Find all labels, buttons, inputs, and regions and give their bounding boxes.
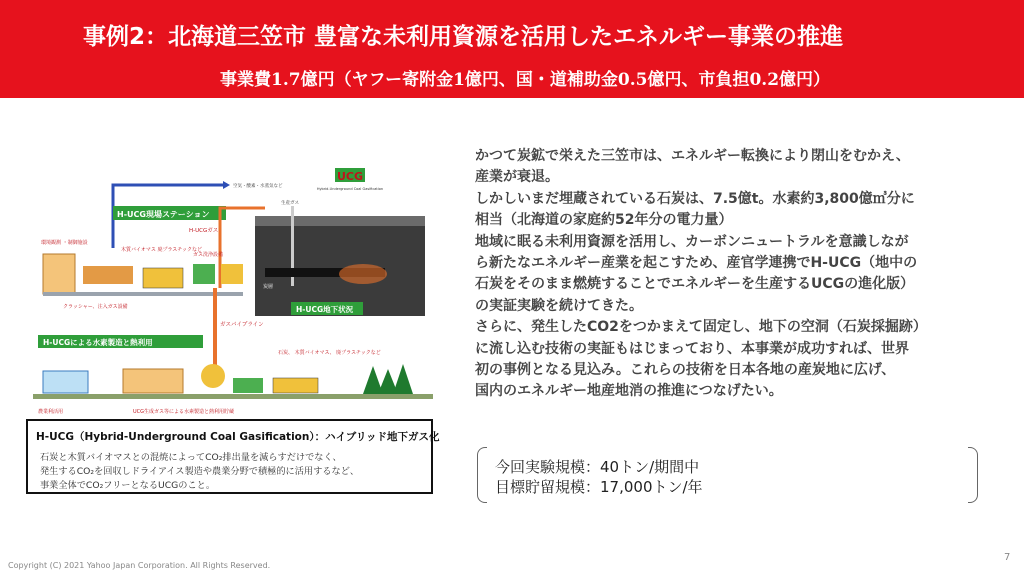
body-line: の実証実験を続けてきた。: [475, 297, 643, 314]
page-number: 7: [1004, 552, 1011, 563]
definition-title: H-UCG（Hybrid-Underground Coal Gasification）：ハイブリッド地下ガス化: [36, 431, 440, 443]
body-line: 石炭をそのまま燃焼することでエネルギーを生産するUCGの進化版）: [475, 276, 915, 293]
hucg-diagram: [33, 156, 433, 421]
right-bracket: [968, 447, 978, 503]
scale-current: 今回実験規模：40トン/期間中: [495, 458, 700, 476]
truck: [143, 268, 183, 288]
ucg-logo: [317, 168, 383, 191]
gas-clean-label: ガス洗浄設備: [193, 252, 224, 258]
hydrogen-tank: [201, 364, 225, 388]
header-banner: [0, 0, 1024, 98]
body-text: [475, 146, 985, 403]
body-line: 相当（北海道の家庭約52年分の電力量）: [475, 212, 733, 229]
hydrogen-label: H-UCGによる水素製造と熱利用: [43, 338, 153, 347]
page-title: 事例2：北海道三笠市 豊富な未利用資源を活用したエネルギー事業の推進: [83, 24, 844, 50]
body-line: しかしいまだ埋蔵されている石炭は、7.5億t。水素約3,800億㎥分に: [475, 190, 915, 207]
logo-subtext: Hybrid-Underground Coal Gasification: [316, 187, 384, 191]
hucg-gas-label: H-UCGガス: [189, 228, 219, 234]
body-line: 初の事例となる見込み。これらの技術を日本各地の産炭地に広げ、: [475, 362, 896, 379]
page-subtitle: 事業費1.7億円（ヤフー寄附金1億円、国・道補助金0.5億円、市負担0.2億円）: [220, 70, 831, 90]
definition-line: 事業全体でCO₂フリーとなるUCGのこと。: [40, 480, 216, 491]
agri-label: 農業利活用: [38, 409, 64, 415]
station-label: H-UCG現場ステーション: [117, 210, 210, 219]
left-bracket: [477, 447, 487, 503]
underground-section: [255, 216, 425, 316]
env-label: 環境観測 ・制御施設: [41, 240, 88, 246]
logo-text: UCG: [336, 170, 364, 183]
body-line: ら新たなエネルギー産業を起こすため、産官学連携でH-UCG（地中の: [475, 255, 918, 272]
copyright: Copyright (C) 2021 Yahoo Japan Corporation. All Rights Reserved.: [8, 561, 271, 570]
body-line: に流し込む技術の実証もはじまっており、本事業が成功すれば、世界: [475, 340, 909, 357]
env-building: [43, 254, 75, 294]
ucg-use-label: UCG生成ガス等による水素製造と熱利用貯蔵: [133, 409, 235, 415]
definition-line: 石炭と木質バイオマスとの混焼によってCO₂排出量を減らすだけでなく、: [40, 452, 342, 463]
body-line: さらに、発生したCO2をつかまえて固定し、地下の空洞（石炭採掘跡）: [475, 319, 927, 336]
crusher-label: クラッシャー、注入ガス設備: [63, 304, 128, 310]
gas-tank-2: [221, 264, 243, 284]
greenhouse: [43, 371, 88, 393]
body-line: 国内のエネルギー地産地消の推進につなげたい。: [475, 383, 783, 400]
biomass-label: 木質バイオマス 廃プラスチックなど: [121, 247, 203, 253]
biomass2-label: 石炭、 木質バイオマス、 廃プラスチックなど: [278, 350, 381, 356]
body-line: かつて炭鉱で栄えた三笠市は、エネルギー転換により閉山をむかえ、: [475, 148, 910, 164]
definition-line: 発生するCO₂を回収しドライアイス製造や農業分野で積極的に活用するなど、: [40, 466, 360, 477]
definition-box: [26, 419, 440, 494]
coal-label: 炭層: [263, 284, 274, 290]
product-gas-label: 生産ガス: [281, 201, 299, 206]
biomass-pile: [83, 266, 133, 284]
plant-building: [123, 369, 183, 393]
pipeline-label: ガスパイプライン: [220, 322, 264, 328]
underground-title: H-UCG地下状況: [296, 305, 354, 314]
air-label: 空気・酸素・水蒸気など: [233, 184, 283, 189]
gas-tank-1: [193, 264, 215, 284]
scale-box: [477, 447, 978, 503]
body-line: 地域に眠る未利用資源を活用し、カーボンニュートラルを意識しなが: [475, 233, 909, 250]
body-line: 産業が衰退。: [475, 169, 559, 186]
truck-2: [273, 378, 318, 393]
scale-target: 目標貯留規模：17,000トン/年: [495, 478, 703, 496]
